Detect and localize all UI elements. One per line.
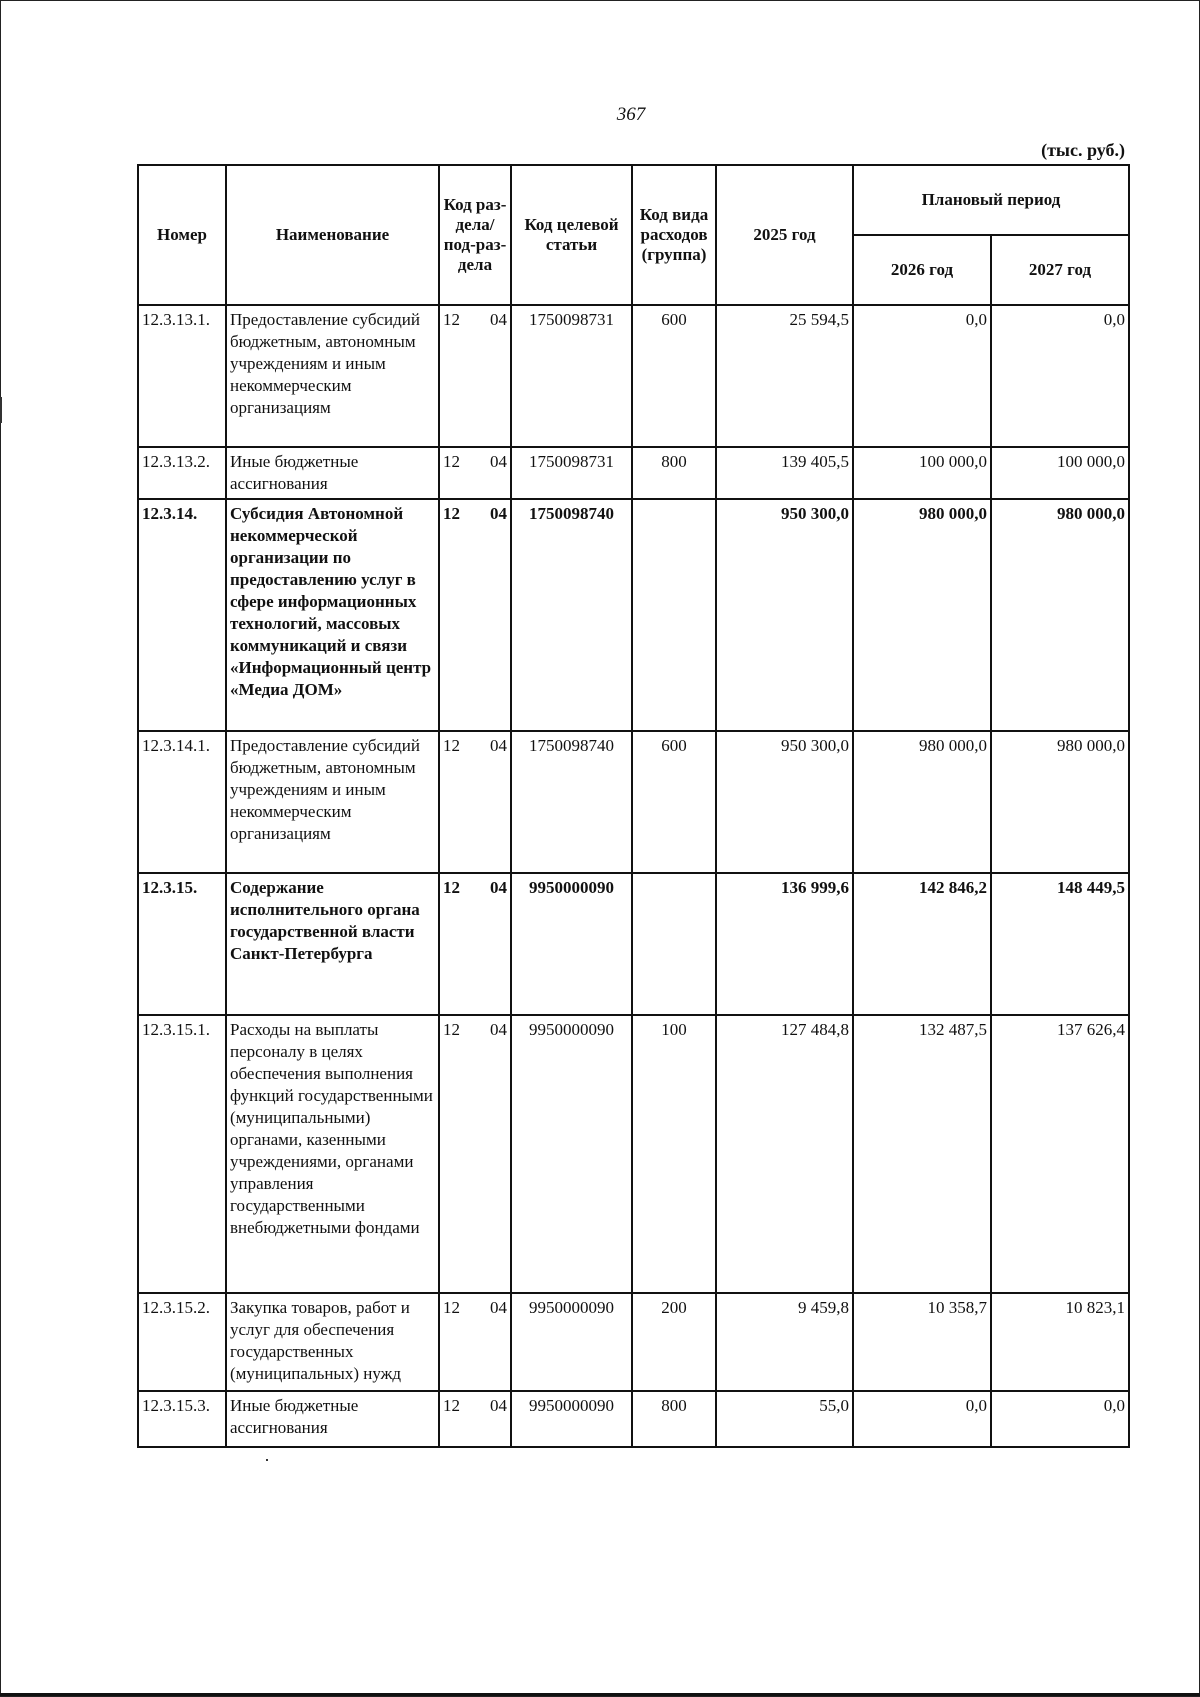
cell-2026: 0,0	[853, 305, 991, 447]
cell-section	[439, 499, 511, 731]
cell-2027: 100 000,0	[991, 447, 1129, 499]
scan-side-mark	[0, 397, 2, 423]
table-row	[138, 873, 1129, 1015]
table-row	[138, 1015, 1129, 1293]
cell-2027: 980 000,0	[991, 499, 1129, 731]
cell-2026: 980 000,0	[853, 499, 991, 731]
cell-target-code: 9950000090	[511, 1391, 632, 1447]
cell-2026: 132 487,5	[853, 1015, 991, 1293]
cell-expense-code: 600	[632, 305, 716, 447]
cell-section	[439, 447, 511, 499]
cell-expense-code: 200	[632, 1293, 716, 1391]
table-row	[138, 1391, 1129, 1447]
cell-name: Расходы на выплаты персоналу в целях обеспечения выполнения функций государственными (муниципальными) органами, казенными учреждениями, органами управления государственными внебюджетными фондами	[226, 1015, 439, 1293]
cell-name: Предоставление субсидий бюджетным, автономным учреждениям и иным некоммерческим организациям	[226, 305, 439, 447]
table-body	[138, 305, 1129, 1447]
cell-name: Предоставление субсидий бюджетным, автономным учреждениям и иным некоммерческим организациям	[226, 731, 439, 873]
cell-number: 12.3.15.	[138, 873, 226, 1015]
cell-number: 12.3.13.2.	[138, 447, 226, 499]
cell-name: Субсидия Автономной некоммерческой организации по предоставлению услуг в сфере информационных технологий, массовых коммуникаций и связи «Информационный центр «Медиа ДОМ»	[226, 499, 439, 731]
cell-section	[439, 731, 511, 873]
cell-section	[439, 1391, 511, 1447]
cell-expense-code: 800	[632, 1391, 716, 1447]
cell-2027: 137 626,4	[991, 1015, 1129, 1293]
cell-name: Иные бюджетные ассигнования	[226, 447, 439, 499]
cell-number: 12.3.15.1.	[138, 1015, 226, 1293]
cell-2027: 0,0	[991, 305, 1129, 447]
cell-2025: 55,0	[716, 1391, 853, 1447]
cell-section-code: 12	[443, 1020, 460, 1039]
cell-expense-code: 600	[632, 731, 716, 873]
cell-target-code: 9950000090	[511, 1293, 632, 1391]
cell-subsection-code: 04	[490, 452, 507, 471]
cell-target-code: 1750098740	[511, 731, 632, 873]
cell-2027: 980 000,0	[991, 731, 1129, 873]
cell-2026: 980 000,0	[853, 731, 991, 873]
cell-section-code: 12	[443, 1298, 460, 1317]
cell-section-code: 12	[443, 1396, 460, 1415]
table-row	[138, 1293, 1129, 1391]
cell-section	[439, 1015, 511, 1293]
cell-subsection-code: 04	[490, 736, 507, 755]
cell-expense-code	[632, 873, 716, 1015]
header-target-code: Код целевой статьи	[511, 165, 632, 305]
cell-2025: 950 300,0	[716, 731, 853, 873]
cell-2027: 0,0	[991, 1391, 1129, 1447]
cell-target-code: 1750098740	[511, 499, 632, 731]
cell-subsection-code: 04	[490, 1020, 507, 1039]
cell-section-code: 12	[443, 736, 460, 755]
cell-number: 12.3.14.1.	[138, 731, 226, 873]
table-row	[138, 731, 1129, 873]
cell-section-code: 12	[443, 504, 460, 523]
cell-2025: 136 999,6	[716, 873, 853, 1015]
cell-section	[439, 1293, 511, 1391]
cell-section	[439, 305, 511, 447]
cell-target-code: 9950000090	[511, 873, 632, 1015]
scan-bottom-line	[0, 1693, 1200, 1696]
cell-number: 12.3.13.1.	[138, 305, 226, 447]
cell-2025: 139 405,5	[716, 447, 853, 499]
cell-2025: 25 594,5	[716, 305, 853, 447]
cell-section-code: 12	[443, 310, 460, 329]
units-label: (тыс. руб.)	[1041, 140, 1125, 160]
cell-expense-code: 800	[632, 447, 716, 499]
header-2025: 2025 год	[716, 165, 853, 305]
cell-target-code: 9950000090	[511, 1015, 632, 1293]
header-2027: 2027 год	[991, 235, 1129, 305]
cell-expense-code: 100	[632, 1015, 716, 1293]
cell-number: 12.3.15.3.	[138, 1391, 226, 1447]
cell-number: 12.3.14.	[138, 499, 226, 731]
cell-2025: 127 484,8	[716, 1015, 853, 1293]
header-section: Код раз-дела/ под-раз-дела	[439, 165, 511, 305]
cell-name: Иные бюджетные ассигнования	[226, 1391, 439, 1447]
cell-subsection-code: 04	[490, 1298, 507, 1317]
cell-2026: 100 000,0	[853, 447, 991, 499]
cell-2027: 10 823,1	[991, 1293, 1129, 1391]
header-number: Номер	[138, 165, 226, 305]
cell-2025: 9 459,8	[716, 1293, 853, 1391]
cell-expense-code	[632, 499, 716, 731]
cell-target-code: 1750098731	[511, 305, 632, 447]
cell-target-code: 1750098731	[511, 447, 632, 499]
table-row	[138, 499, 1129, 731]
header-name: Наименование	[226, 165, 439, 305]
cell-name: Содержание исполнительного органа государственной власти Санкт-Петербурга	[226, 873, 439, 1015]
cell-subsection-code: 04	[490, 504, 507, 523]
table-row	[138, 305, 1129, 447]
cell-section-code: 12	[443, 452, 460, 471]
budget-table	[137, 164, 1130, 1448]
cell-section-code: 12	[443, 878, 460, 897]
scan-dot	[266, 1459, 268, 1461]
cell-2026: 142 846,2	[853, 873, 991, 1015]
cell-subsection-code: 04	[490, 878, 507, 897]
cell-name: Закупка товаров, работ и услуг для обеспечения государственных (муниципальных) нужд	[226, 1293, 439, 1391]
scan-side-mark	[0, 720, 1, 830]
page-number: 367	[616, 104, 646, 125]
header-2026: 2026 год	[853, 235, 991, 305]
header-planned-period: Плановый период	[853, 165, 1129, 235]
table-row	[138, 447, 1129, 499]
cell-2026: 10 358,7	[853, 1293, 991, 1391]
cell-2027: 148 449,5	[991, 873, 1129, 1015]
cell-number: 12.3.15.2.	[138, 1293, 226, 1391]
cell-2026: 0,0	[853, 1391, 991, 1447]
cell-section	[439, 873, 511, 1015]
cell-subsection-code: 04	[490, 1396, 507, 1415]
header-expense-code: Код вида расходов (группа)	[632, 165, 716, 305]
cell-2025: 950 300,0	[716, 499, 853, 731]
cell-subsection-code: 04	[490, 310, 507, 329]
